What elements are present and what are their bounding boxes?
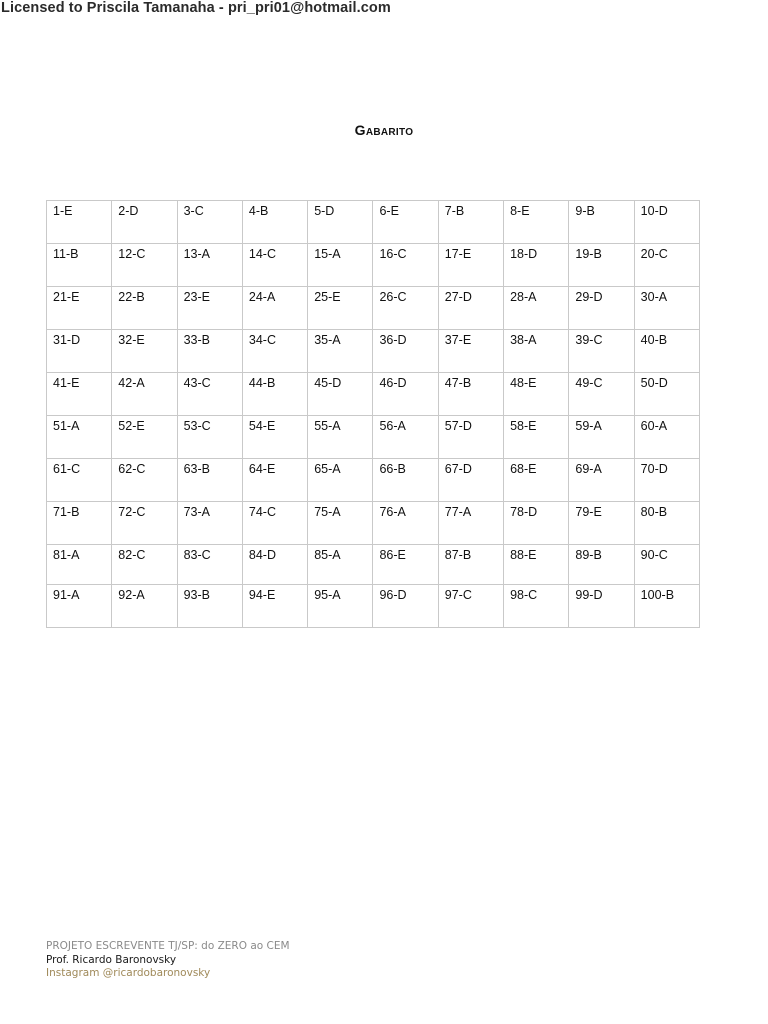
answer-cell: 39-C [569,330,634,373]
answer-cell: 38-A [504,330,569,373]
answer-cell: 27-D [438,287,503,330]
answer-cell: 22-B [112,287,177,330]
table-row [47,330,700,373]
answer-cell: 71-B [47,502,112,545]
answer-cell: 55-A [308,416,373,459]
answer-cell: 69-A [569,459,634,502]
answer-cell: 16-C [373,244,438,287]
footer [46,940,290,981]
answer-cell: 65-A [308,459,373,502]
answer-cell: 73-A [177,502,242,545]
answer-key-table [46,200,700,628]
license-header: Licensed to Priscila Tamanaha - pri_pri01@hotmail.com [1,0,391,16]
answer-cell: 50-D [634,373,699,416]
table-row [47,545,700,585]
answer-cell: 26-C [373,287,438,330]
footer-professor: Prof. Ricardo Baronovsky [46,953,177,966]
answer-cell: 36-D [373,330,438,373]
answer-cell: 42-A [112,373,177,416]
answer-cell: 60-A [634,416,699,459]
answer-cell: 93-B [177,585,242,628]
answer-cell: 58-E [504,416,569,459]
answer-cell: 6-E [373,201,438,244]
answer-cell: 74-C [242,502,307,545]
table-row [47,416,700,459]
answer-cell: 44-B [242,373,307,416]
table-row [47,244,700,287]
answer-cell: 3-C [177,201,242,244]
answer-cell: 46-D [373,373,438,416]
answer-cell: 8-E [504,201,569,244]
answer-cell: 28-A [504,287,569,330]
answer-cell: 53-C [177,416,242,459]
table-row [47,373,700,416]
answer-cell: 2-D [112,201,177,244]
answer-cell: 24-A [242,287,307,330]
answer-cell: 72-C [112,502,177,545]
answer-cell: 4-B [242,201,307,244]
answer-cell: 95-A [308,585,373,628]
answer-cell: 5-D [308,201,373,244]
answer-cell: 98-C [504,585,569,628]
answer-cell: 37-E [438,330,503,373]
answer-cell: 1-E [47,201,112,244]
answer-cell: 91-A [47,585,112,628]
answer-cell: 52-E [112,416,177,459]
answer-cell: 92-A [112,585,177,628]
answer-cell: 54-E [242,416,307,459]
table-row [47,287,700,330]
answer-cell: 76-A [373,502,438,545]
answer-cell: 33-B [177,330,242,373]
answer-cell: 41-E [47,373,112,416]
answer-cell: 68-E [504,459,569,502]
answer-cell: 61-C [47,459,112,502]
answer-cell: 87-B [438,545,503,585]
table-row [47,585,700,628]
answer-cell: 90-C [634,545,699,585]
answer-cell: 75-A [308,502,373,545]
answer-cell: 80-B [634,502,699,545]
answer-cell: 51-A [47,416,112,459]
answer-cell: 15-A [308,244,373,287]
answer-cell: 12-C [112,244,177,287]
answer-cell: 70-D [634,459,699,502]
answer-cell: 7-B [438,201,503,244]
footer-project: PROJETO ESCREVENTE TJ/SP: do ZERO ao CEM [46,940,290,952]
answer-cell: 23-E [177,287,242,330]
answer-cell: 99-D [569,585,634,628]
answer-cell: 62-C [112,459,177,502]
answer-cell: 13-A [177,244,242,287]
answer-cell: 31-D [47,330,112,373]
answer-cell: 85-A [308,545,373,585]
answer-cell: 78-D [504,502,569,545]
footer-instagram: Instagram @ricardobaronovsky [46,967,211,979]
page-title: Gabarito [354,122,414,138]
answer-cell: 79-E [569,502,634,545]
answer-cell: 82-C [112,545,177,585]
answer-cell: 48-E [504,373,569,416]
answer-cell: 77-A [438,502,503,545]
answer-cell: 57-D [438,416,503,459]
answer-cell: 84-D [242,545,307,585]
answer-cell: 34-C [242,330,307,373]
table-row [47,502,700,545]
answer-cell: 18-D [504,244,569,287]
answer-cell: 20-C [634,244,699,287]
answer-cell: 29-D [569,287,634,330]
answer-cell: 35-A [308,330,373,373]
answer-cell: 94-E [242,585,307,628]
answer-cell: 40-B [634,330,699,373]
answer-cell: 21-E [47,287,112,330]
answer-cell: 89-B [569,545,634,585]
answer-cell: 10-D [634,201,699,244]
answer-cell: 47-B [438,373,503,416]
answer-cell: 64-E [242,459,307,502]
answer-cell: 86-E [373,545,438,585]
answer-cell: 88-E [504,545,569,585]
answer-cell: 81-A [47,545,112,585]
answer-cell: 66-B [373,459,438,502]
answer-cell: 9-B [569,201,634,244]
answer-key-body [47,201,700,628]
answer-cell: 30-A [634,287,699,330]
answer-cell: 14-C [242,244,307,287]
answer-cell: 100-B [634,585,699,628]
answer-cell: 19-B [569,244,634,287]
answer-cell: 49-C [569,373,634,416]
answer-cell: 11-B [47,244,112,287]
answer-cell: 59-A [569,416,634,459]
table-row [47,201,700,244]
answer-cell: 32-E [112,330,177,373]
answer-cell: 83-C [177,545,242,585]
answer-cell: 56-A [373,416,438,459]
answer-cell: 97-C [438,585,503,628]
answer-cell: 63-B [177,459,242,502]
answer-cell: 96-D [373,585,438,628]
answer-cell: 25-E [308,287,373,330]
answer-cell: 45-D [308,373,373,416]
answer-cell: 17-E [438,244,503,287]
answer-cell: 43-C [177,373,242,416]
answer-cell: 67-D [438,459,503,502]
table-row [47,459,700,502]
